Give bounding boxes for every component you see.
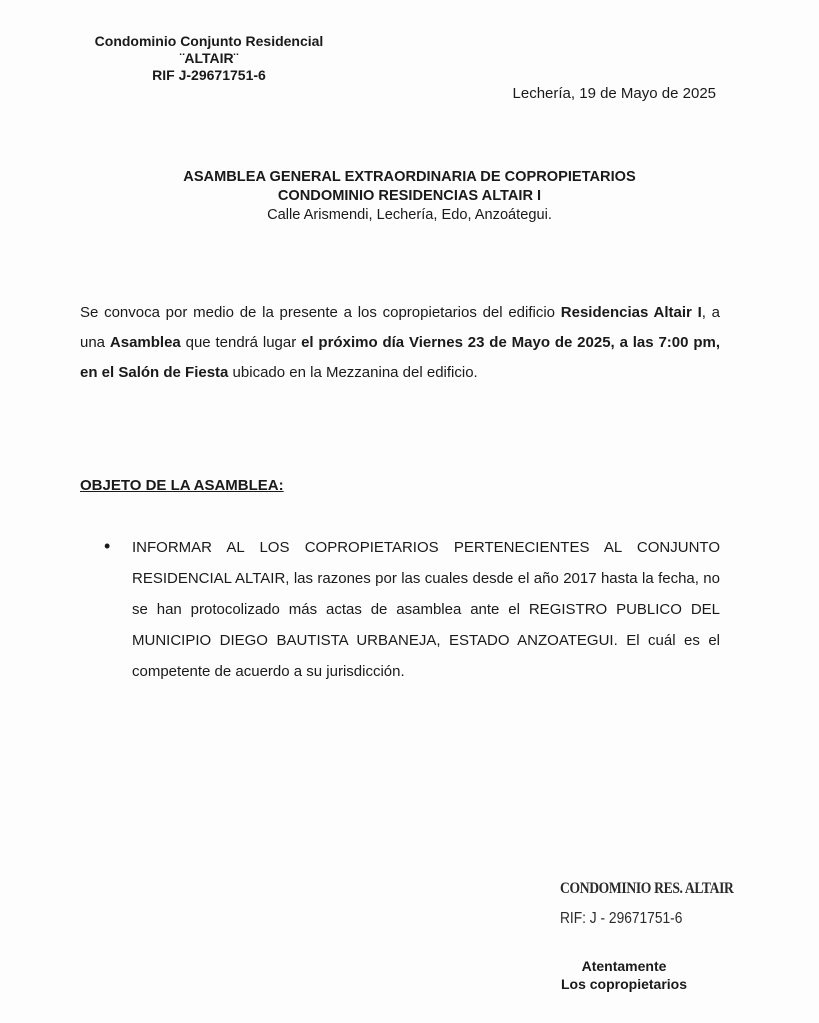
condominium-stamp: [560, 880, 734, 928]
condominium-address: Calle Arismendi, Lechería, Edo, Anzoátegui.: [267, 207, 552, 223]
bullet-icon: •: [104, 536, 111, 556]
section-heading: OBJETO DE LA ASAMBLEA:: [80, 477, 284, 494]
intro-text-1: Se convoca por medio de la presente a los copropietarios del edificio: [80, 304, 561, 321]
org-name: Condominio Conjunto Residencial: [94, 33, 324, 49]
closing-salutation: Atentamente: [581, 958, 667, 974]
org-rif: RIF J-29671751-6: [152, 67, 266, 83]
intro-text-4: ubicado en la Mezzanina del edificio.: [228, 364, 478, 381]
document-date: Lechería, 19 de Mayo de 2025: [512, 85, 716, 102]
closing-signature: [552, 957, 696, 993]
stamp-rif: RIF: J - 29671751-6: [560, 910, 683, 927]
closing-signatory: Los copropietarios: [560, 976, 688, 992]
assembly-title: ASAMBLEA GENERAL EXTRAORDINARIA DE COPROPIETARIOS: [183, 169, 636, 185]
condominium-title: CONDOMINIO RESIDENCIAS ALTAIR I: [277, 188, 542, 204]
stamp-name: CONDOMINIO RES. ALTAIR: [560, 880, 734, 897]
intro-text-2: , a una: [80, 304, 720, 351]
intro-date-place: el próximo día Viernes 23 de Mayo de 2025, a las 7:00 pm, en el Salón de Fiesta: [80, 334, 721, 381]
organization-header: [78, 33, 340, 84]
intro-text-3: que tendrá lugar: [180, 334, 302, 351]
document-title-block: [0, 168, 819, 225]
intro-assembly-word: Asamblea: [109, 334, 181, 351]
intro-building-name: Residencias Altair I: [560, 304, 702, 321]
org-short-name: ¨ALTAIR¨: [179, 50, 239, 66]
convocation-paragraph: [80, 298, 720, 388]
list-item-text: INFORMAR AL LOS COPROPIETARIOS PERTENECIENTES AL CONJUNTO RESIDENCIAL ALTAIR, las razones por las cuales desde el año 2017 hasta la fecha, no se han protocolizado más actas de asamblea ante el REGISTRO PUBLICO DEL MUNICIPIO DIEGO BAUTISTA URBANEJA, ESTADO ANZOATEGUI. El cuál es el competente de acuerdo a su jurisdicción.: [132, 539, 720, 680]
